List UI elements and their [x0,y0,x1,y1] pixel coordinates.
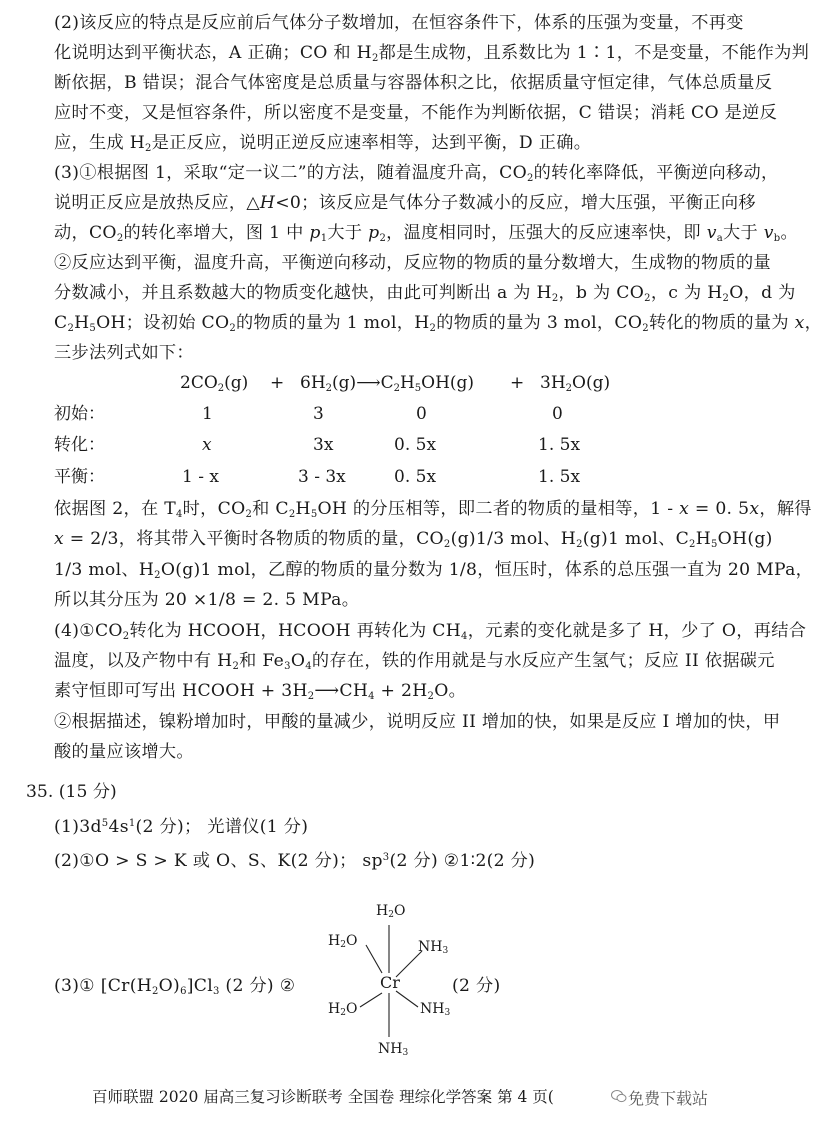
page-footer: 百师联盟 2020 届高三复习诊断联考 全国卷 理综化学答案 第 4 页( [92,1088,554,1106]
ligand-upper-right: $NH_3$ [418,939,449,956]
sec3-line7: 三步法列式如下： [54,343,194,363]
sec4-line5: 酸的量应该增大。 [54,742,194,762]
reaction-equation: $2CO_2(g)$ + $6H_2(g)⟶C_2H_5OH(g)$ + $3H_2O(g)$ [180,373,611,394]
ligand-top: $H_2O$ [376,903,406,920]
sec2-line3: 断依据，B 错误；混合气体密度是总质量与容器体积之比，依据质量守恒定律，气体总质量反 [54,73,773,93]
ligand-upper-left: $H_2O$ [328,933,358,950]
ligand-bottom: $NH_3$ [378,1041,409,1058]
sec3-line2: 说明正反应是放热反应，△H<0；该反应是气体分子数减小的反应，增大压强，平衡正向移 [54,193,756,213]
watermark: 免费下载站 [628,1089,709,1108]
sec3b-line4: 所以其分压为 20 ×1/8 = 2. 5 MPa。 [54,590,360,610]
sec3-line1: (3)①根据图 1，采取“定一议二”的方法，随着温度升高，$CO_2$的转化率降低，平衡逆向移动， [54,163,779,184]
cr-complex-structure [322,903,451,1063]
sec4-line4: ②根据描述，镍粉增加时，甲酸的量减少，说明反应 II 增加的快，如果是反应 I 增加的快，甲 [54,712,781,732]
q35-answer2: (2)①O > S > K 或 O、S、K(2 分)； $sp^3(2$ 分) ②1∶2(2 分) [54,851,536,871]
sec3-line3: 动，$CO_2$的转化率增大，图 1 中 $p_1$大于 $p_2$，温度相同时，压强大的反应速率快，即 $v_a$大于 $v_b$。 [54,223,798,244]
ligand-lower-left: $H_2O$ [328,1001,358,1018]
table-row: 转化： x 3x 0. 5x 1. 5x [54,435,581,455]
sec3-line5: 分数减小，并且系数越大的物质变化越快，由此可判断出 a 为 $H_2$，b 为 $CO_2$，c 为 $H_2O$，d 为 [54,283,796,304]
sec2-line2: 化说明达到平衡状态，A 正确；CO 和 $H_2$都是生成物，且系数比为 1∶1，不是变量，不能作为判 [54,43,810,64]
q35-answer3-score: (2 分) [452,976,501,996]
sec3b-line2: x = 2/3，将其带入平衡时各物质的物质的量，$CO_2(g)1/3$ mol、$H_2(g)1$ mol、$C_2H_5OH(g)$ [54,529,773,550]
table-row: 平衡： 1 - x 3 - 3x 0. 5x 1. 5x [54,467,581,487]
sec2-line1: (2)该反应的特点是反应前后气体分子数增加，在恒容条件下，体系的压强为变量，不再变 [54,13,744,33]
sec3b-line1: 依据图 2，在 $T_4$时，$CO_2$和 $C_2H_5OH$ 的分压相等，即二者的物质的量相等，1 - x = 0. 5x，解得 [54,499,812,520]
sec2-line5: 应，生成 $H_2$是正反应，说明正逆反应速率相等，达到平衡，D 正确。 [54,133,592,154]
wechat-icon [611,1088,627,1104]
central-atom: Cr [380,973,400,992]
sec2-line4: 应时不变，又是恒容条件，所以密度不是变量，不能作为判断依据，C 错误；消耗 CO 是逆反 [54,103,778,123]
sec3-line4: ②反应达到平衡，温度升高，平衡逆向移动，反应物的物质的量分数增大，生成物的物质的量 [54,253,771,273]
q35-title: 35. (15 分) [26,782,117,802]
sec3b-line3: 1/3 mol、$H_2O(g)1$ mol，乙醇的物质的量分数为 1/8，恒压时，体系的总压强一直为 20 MPa， [54,560,814,581]
sec4-line1: $(4)①CO_2$转化为 HCOOH，HCOOH 再转化为 $CH_4$，元素的变化就是多了 H，少了 O，再结合 [54,621,807,642]
q35-answer1: $(1)3d^54s^1(2$ 分)； 光谱仪(1 分) [54,817,309,837]
ligand-lower-right: $NH_3$ [420,1001,451,1018]
table-row: 初始： 1 3 0 0 [54,404,563,424]
sec3-line6: $C_2H_5OH$；设初始 $CO_2$的物质的量为 1 mol，$H_2$的物质的量为 3 mol，$CO_2$转化的物质的量为 x， [54,313,822,334]
sec4-line3: 素守恒即可写出 HCOOH + $3H_2⟶CH_4 + 2H_2O$。 [54,681,467,702]
q35-answer3: (3)① $[Cr(H_2O)_6]Cl_3$ (2 分) ② [54,976,296,997]
sec4-line2: 温度，以及产物中有 $H_2$和 $Fe_3O_4$的存在，铁的作用就是与水反应产生氢气；反应 II 依据碳元 [54,651,775,672]
